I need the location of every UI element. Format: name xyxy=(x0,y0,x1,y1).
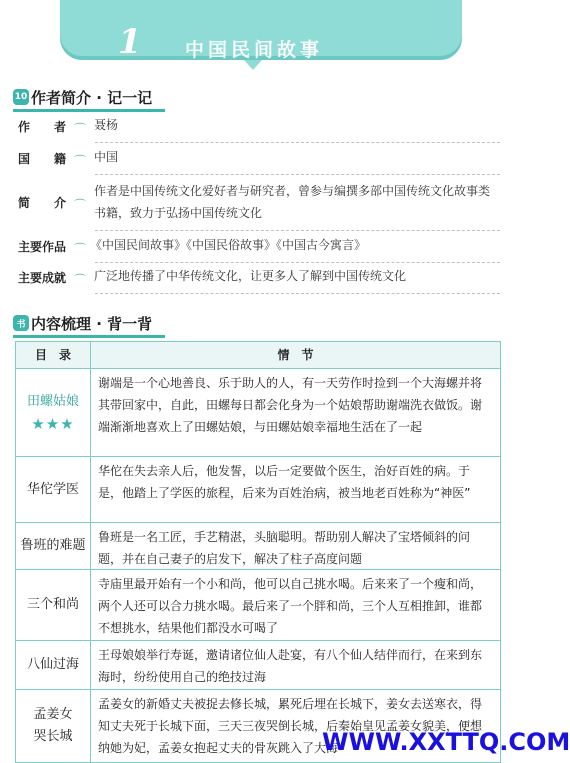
book-badge-icon: 书 xyxy=(13,315,29,331)
arrow-icon: ⌒ xyxy=(74,154,87,168)
content-section-heading xyxy=(13,312,152,334)
dotted-divider xyxy=(95,142,500,143)
chapter-number: 1 xyxy=(118,22,142,62)
story-title-cell xyxy=(16,369,91,456)
table-row xyxy=(16,523,500,570)
info-value: 《中国民间故事》《中国民俗故事》《中国古今寓言》 xyxy=(90,238,367,252)
table-row xyxy=(16,570,500,641)
story-plot: 孟姜女的新婚丈夫被捉去修长城，累死后埋在长城下，姜女去送寒衣，得知丈夫死于长城下面，三天三夜哭倒长城，后秦始皇见孟姜女貌美，便想纳她为妃，孟姜女抱起丈夫的骨灰跳入了大海 xyxy=(98,697,483,755)
arrow-icon: ⌒ xyxy=(74,242,87,256)
site-watermark: WWW.XXTTQ.COM xyxy=(322,728,570,756)
story-title-cell xyxy=(16,641,91,689)
table-row xyxy=(16,457,500,523)
table-row xyxy=(16,369,500,457)
dotted-divider xyxy=(95,293,500,294)
story-title-cell xyxy=(16,457,91,522)
dotted-divider xyxy=(95,262,500,263)
story-title-cell xyxy=(16,570,91,640)
story-title: 田螺姑娘 xyxy=(26,393,79,409)
section-underline xyxy=(13,109,165,112)
story-plot: 鲁班是一名工匠，手艺精湛，头脑聪明。帮助别人解决了宝塔倾斜的问题，并在自己妻子的启发下，解决了柱子高度问题 xyxy=(98,530,471,566)
book-badge-icon: 10 xyxy=(13,89,29,105)
info-label: 国 籍 xyxy=(18,152,67,166)
dotted-divider xyxy=(95,174,500,175)
story-title-cell xyxy=(16,523,91,569)
author-section-title: 作者简介 · 记一记 xyxy=(31,88,153,107)
story-plot: 谢端是一个心地善良、乐于助人的人，有一天劳作时捡到一个大海螺并将其带回家中，自此，田螺每日都会化身为一个姑娘帮助谢端洗衣做饭。谢端渐渐地喜欢上了田螺姑娘，与田螺姑娘幸福地生活在了一起 xyxy=(98,376,483,434)
story-title: 八仙过海 xyxy=(26,657,79,672)
table-row xyxy=(16,641,500,690)
story-title: 孟姜女 哭长城 xyxy=(33,707,73,744)
author-section-heading xyxy=(13,86,152,108)
story-title: 鲁班的难题 xyxy=(20,538,86,553)
content-table xyxy=(15,341,501,763)
column-header-plot: 情 节 xyxy=(277,348,314,362)
column-header-catalog: 目 录 xyxy=(16,342,91,368)
info-label: 主要作品 xyxy=(18,240,67,254)
table-header xyxy=(16,342,500,369)
story-title-cell xyxy=(16,690,91,762)
info-value: 中国 xyxy=(94,150,119,164)
story-plot: 华佗在失去亲人后，他发誓，以后一定要做个医生，治好百姓的病。于是，他踏上了学医的旅程，后来为百姓治病，被当地老百姓称为“神医” xyxy=(98,464,471,500)
info-value: 广泛地传播了中华传统文化，让更多人了解到中国传统文化 xyxy=(94,269,407,283)
arrow-icon: ⌒ xyxy=(74,273,87,287)
content-section-title: 内容梳理 · 背一背 xyxy=(31,314,153,333)
info-value: 聂杨 xyxy=(94,118,119,132)
info-label: 简 介 xyxy=(18,196,67,210)
arrow-icon: ⌒ xyxy=(74,198,87,212)
dotted-divider xyxy=(95,230,500,231)
chapter-title: 中国民间故事 xyxy=(185,39,324,61)
story-plot: 王母娘娘举行寿诞，邀请诸位仙人赴宴，有八个仙人结伴而行，在来到东海时，纷纷使用自己的绝技过海 xyxy=(98,648,483,684)
section-underline xyxy=(13,335,165,338)
story-title: 三个和尚 xyxy=(26,597,79,612)
info-value: 作者是中国传统文化爱好者与研究者，曾参与编撰多部中国传统文化故事类书籍，致力于弘扬中国传统文化 xyxy=(94,184,491,220)
story-title: 华佗学医 xyxy=(26,481,79,497)
arrow-icon: ⌒ xyxy=(74,122,87,136)
story-plot: 寺庙里最开始有一个小和尚，他可以自己挑水喝。后来来了一个瘦和尚，两个人还可以合力挑水喝。最后来了一个胖和尚，三个人互相推卸，谁都不想挑水，结果他们都没水可喝了 xyxy=(98,577,483,635)
info-label: 作 者 xyxy=(18,120,67,134)
info-label: 主要成就 xyxy=(18,271,67,285)
star-rating: ★★★ xyxy=(31,414,75,433)
